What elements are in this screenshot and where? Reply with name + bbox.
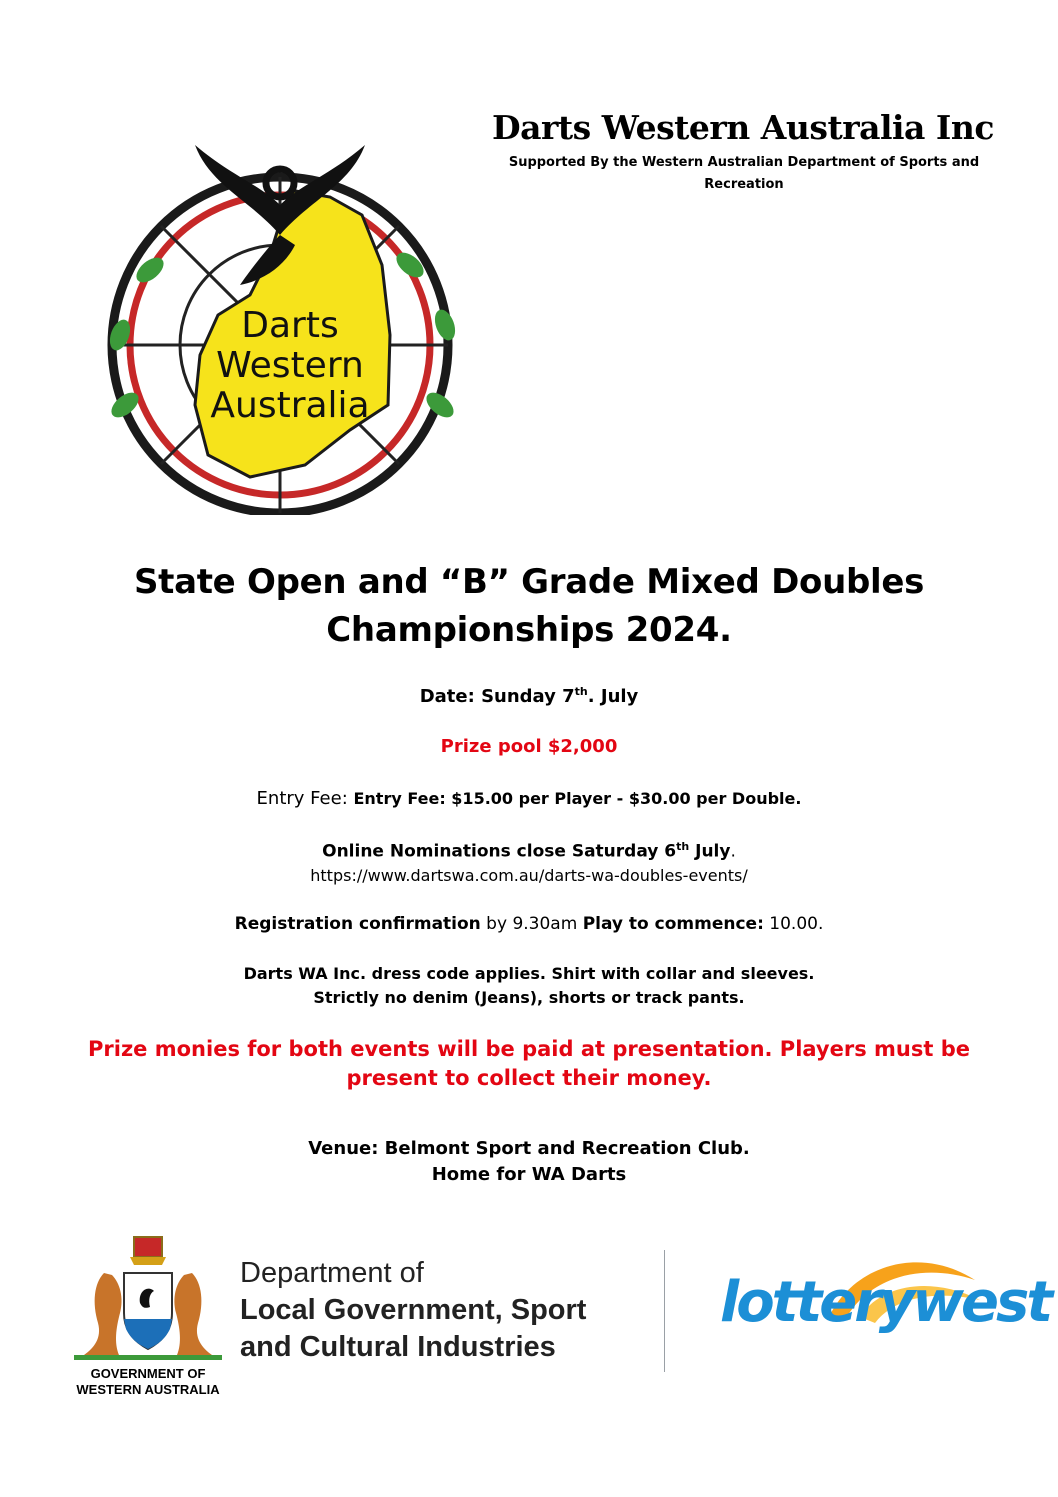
prize-monies-line1: Prize monies for both events will be paid at presentation. Players must be	[88, 1037, 970, 1061]
dept-line2: Local Government, Sport	[240, 1294, 587, 1326]
play-label: Play to commence:	[582, 914, 764, 934]
entry-colon: :	[341, 788, 354, 809]
org-support-line2: Recreation	[704, 177, 784, 192]
registration-info	[0, 914, 1058, 934]
event-date	[0, 685, 1058, 707]
online-sup: th	[676, 840, 690, 853]
date-sup: th	[574, 685, 588, 698]
venue-line2: Home for WA Darts	[431, 1164, 627, 1185]
reg-label: Registration confirmation	[234, 914, 481, 934]
venue-line1: Venue: Belmont Sport and Recreation Club.	[308, 1138, 750, 1159]
logo-text-line2: Western	[216, 345, 364, 386]
date-suffix: . July	[587, 686, 639, 707]
reg-time: by 9.30am	[480, 914, 583, 934]
org-support-line1: Supported By the Western Australian Department of Sports and	[508, 155, 980, 170]
event-title-line2: Championships 2024.	[326, 610, 732, 650]
wa-crest-icon	[64, 1233, 232, 1363]
prize-monies-line2: present to collect their money.	[346, 1066, 712, 1090]
org-name: Darts Western Australia Inc	[492, 108, 994, 147]
nominations-url[interactable]: https://www.dartswa.com.au/darts-wa-doubles-events/	[310, 866, 748, 885]
entry-fee	[0, 788, 1058, 809]
dept-line3: and Cultural Industries	[240, 1331, 556, 1363]
gov-line1: GOVERNMENT OF	[90, 1366, 206, 1381]
dress-code-line1: Darts WA Inc. dress code applies. Shirt with collar and sleeves.	[243, 964, 815, 983]
gov-wa-label	[58, 1366, 238, 1398]
footer-divider	[664, 1250, 665, 1372]
gov-line2: WESTERN AUSTRALIA	[76, 1382, 220, 1397]
online-end: .	[730, 841, 736, 862]
event-title-line1: State Open and “B” Grade Mixed Doubles	[133, 562, 925, 602]
org-support	[498, 152, 990, 196]
date-prefix: Date: Sunday 7	[419, 686, 575, 707]
online-suffix: July	[689, 841, 731, 862]
dress-code-line2: Strictly no denim (Jeans), shorts or track pants.	[313, 988, 745, 1007]
dept-line1: Department of	[240, 1257, 424, 1289]
dept-name	[240, 1255, 586, 1366]
darts-wa-logo	[100, 105, 475, 515]
logo-text-line1: Darts	[241, 305, 339, 346]
online-prefix: Online Nominations close Saturday 6	[322, 841, 677, 862]
online-nominations	[0, 840, 1058, 862]
lotterywest-logo: lotterywest	[720, 1270, 1051, 1335]
logo-text-line3: Australia	[210, 385, 370, 426]
entry-detail: Entry Fee: $15.00 per Player - $30.00 per Double.	[353, 789, 802, 808]
entry-label: Entry Fee	[256, 788, 342, 809]
play-time: 10.00.	[763, 914, 824, 934]
prize-pool: Prize pool $2,000	[440, 736, 618, 757]
